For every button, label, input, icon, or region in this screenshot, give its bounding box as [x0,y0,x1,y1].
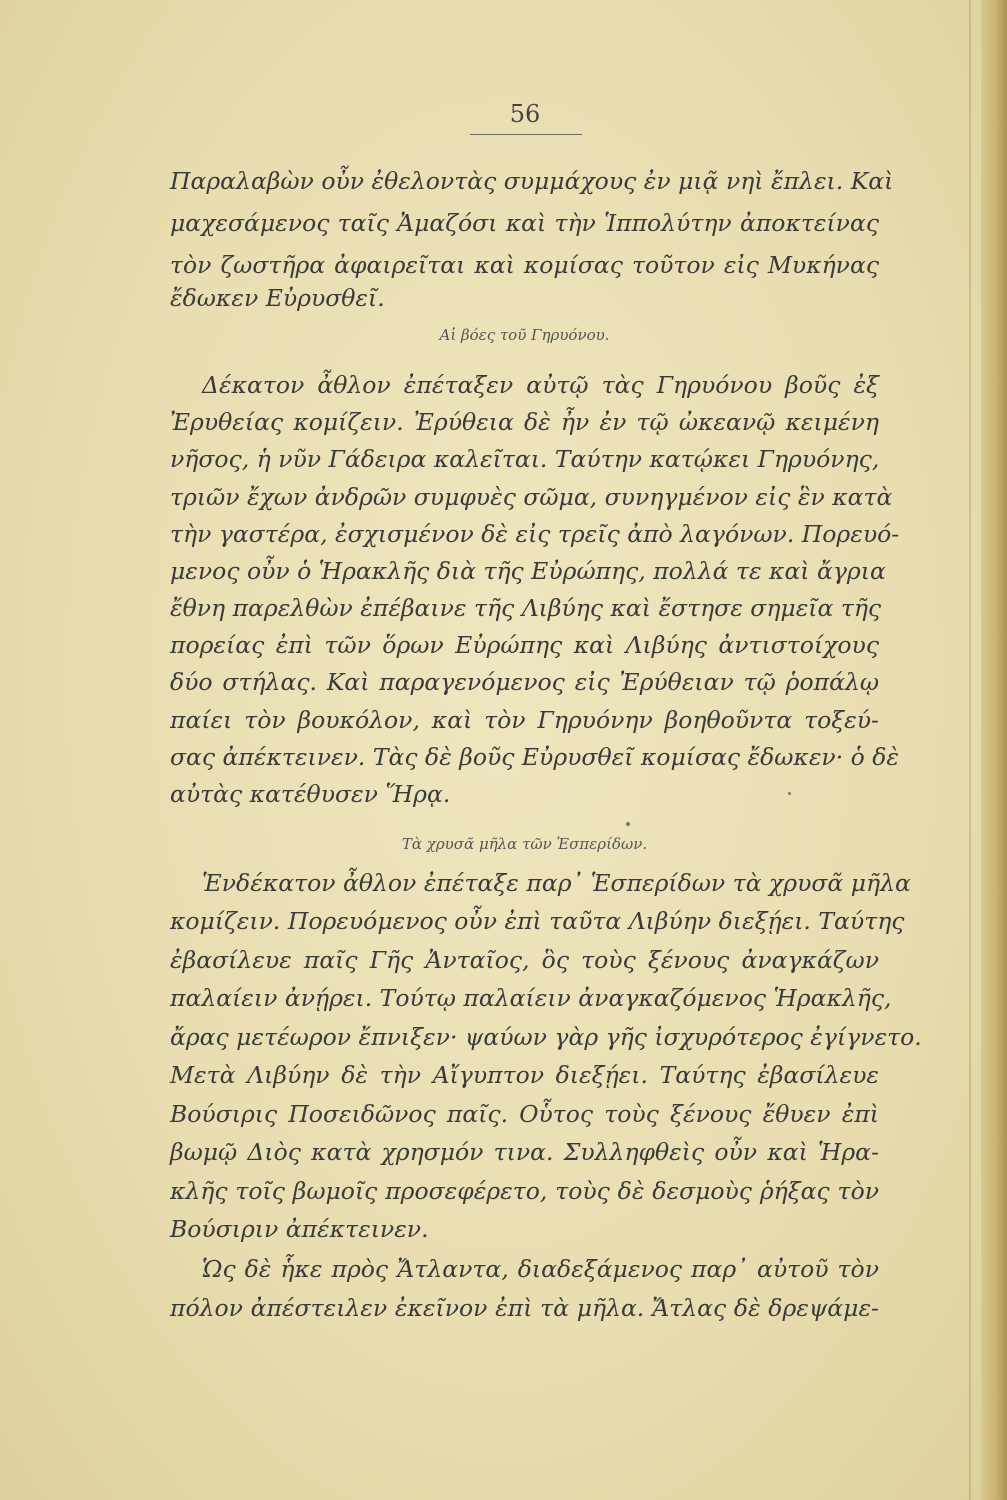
page-edge-shadow [969,0,971,1500]
text-line: τὸν ζωστῆρα ἀφαιρεῖται καὶ κομίσας τοῦτον εἰς Μυκήνας [170,251,879,279]
text-line: Δέκατον ἆθλον ἐπέταξεν αὐτῷ τὰς Γηρυόνου βοῦς ἐξ [202,371,879,399]
text-line: σας ἀπέκτεινεν. Τὰς δὲ βοῦς Εὐρυσθεῖ κομίσας ἔδωκεν· ὁ δὲ [170,742,900,771]
text-line: Παραλαβὼν οὖν ἐθελοντὰς συμμάχους ἐν μιᾷ νηὶ ἔπλει. Καὶ [170,167,894,195]
section-heading: Αἱ βόες τοῦ Γηρυόνου. [439,326,610,344]
text-line: παίει τὸν βουκόλον, καὶ τὸν Γηρυόνην βοηθοῦντα τοξεύ- [170,705,879,734]
text-line: τὴν γαστέρα, ἐσχισμένον δὲ εἰς τρεῖς ἀπὸ λαγόνων. Πορευό- [170,519,900,548]
text-line: μαχεσάμενος ταῖς Ἀμαζόσι καὶ τὴν Ἱππολύτην ἀποκτείνας [170,209,879,237]
text-line: κομίζειν. Πορευόμενος οὖν ἐπὶ ταῦτα Λιβύην διεξῄει. Ταύτης [170,907,905,936]
text-line: πόλον ἀπέστειλεν ἐκεῖνον ἐπὶ τὰ μῆλα. Ἄτλας δὲ δρεψάμε- [170,1294,879,1322]
text-line: κλῆς τοῖς βωμοῖς προσεφέρετο, τοὺς δὲ δεσμοὺς ῥήξας τὸν [170,1176,879,1205]
text-line: αὐτὰς κατέθυσεν Ἥρᾳ. [170,780,451,808]
section-heading: Τὰ χρυσᾶ μῆλα τῶν Ἑσπερίδων. [401,835,648,853]
text-line: ἔθνη παρελθὼν ἐπέβαινε τῆς Λιβύης καὶ ἔστησε σημεῖα τῆς [170,594,882,623]
text-line: ἐβασίλευε παῖς Γῆς Ἀνταῖος, ὃς τοὺς ξένους ἀναγκάζων [170,945,879,974]
text-line: παλαίειν ἀνῄρει. Τούτῳ παλαίειν ἀναγκαζόμενος Ἡρακλῆς, [170,984,892,1013]
text-line: Ὡς δὲ ἧκε πρὸς Ἄτλαντα, διαδεξάμενος παρ᾽ αὐτοῦ τὸν [202,1255,879,1283]
text-line: μενος οὖν ὁ Ἡρακλῆς διὰ τῆς Εὐρώπης, πολλά τε καὶ ἄγρια [170,556,886,585]
text-line: Βούσιρις Ποσειδῶνος παῖς. Οὗτος τοὺς ξένους ἔθυεν ἐπὶ [170,1099,879,1128]
text-line: νῆσος, ἡ νῦν Γάδειρα καλεῖται. Ταύτην κατῴκει Γηρυόνης, [170,445,880,474]
text-line: δύο στήλας. Καὶ παραγενόμενος εἰς Ἐρύθειαν τῷ ῥοπάλῳ [170,668,879,697]
text-line: Ἑνδέκατον ἆθλον ἐπέταξε παρ᾽ Ἑσπερίδων τὰ χρυσᾶ μῆλα [202,869,911,897]
text-line: ἄρας μετέωρον ἔπνιξεν· ψαύων γὰρ γῆς ἰσχυρότερος ἐγίγνετο. [170,1022,922,1051]
text-line: Μετὰ Λιβύην δὲ τὴν Αἴγυπτον διεξῄει. Ταύτης ἐβασίλευε [170,1061,879,1090]
page-edge [981,0,1007,1500]
page-number-rule [470,134,582,135]
ink-speck [788,792,791,795]
text-line: πορείας ἐπὶ τῶν ὅρων Εὐρώπης καὶ Λιβύης ἀντιστοίχους [170,631,879,660]
page-number: 56 [509,100,541,128]
text-line: Βούσιριν ἀπέκτεινεν. [170,1215,429,1243]
text-line: Ἐρυθείας κομίζειν. Ἐρύθεια δὲ ἦν ἐν τῷ ὠκεανῷ κειμένη [170,408,879,437]
text-line: βωμῷ Διὸς κατὰ χρησμόν τινα. Συλληφθεὶς οὖν καὶ Ἡρα- [170,1138,879,1167]
text-line: ἔδωκεν Εὐρυσθεῖ. [170,284,385,312]
text-line: τριῶν ἔχων ἀνδρῶν συμφυὲς σῶμα, συνηγμένον εἰς ἓν κατὰ [170,482,893,511]
ink-speck [626,822,630,826]
